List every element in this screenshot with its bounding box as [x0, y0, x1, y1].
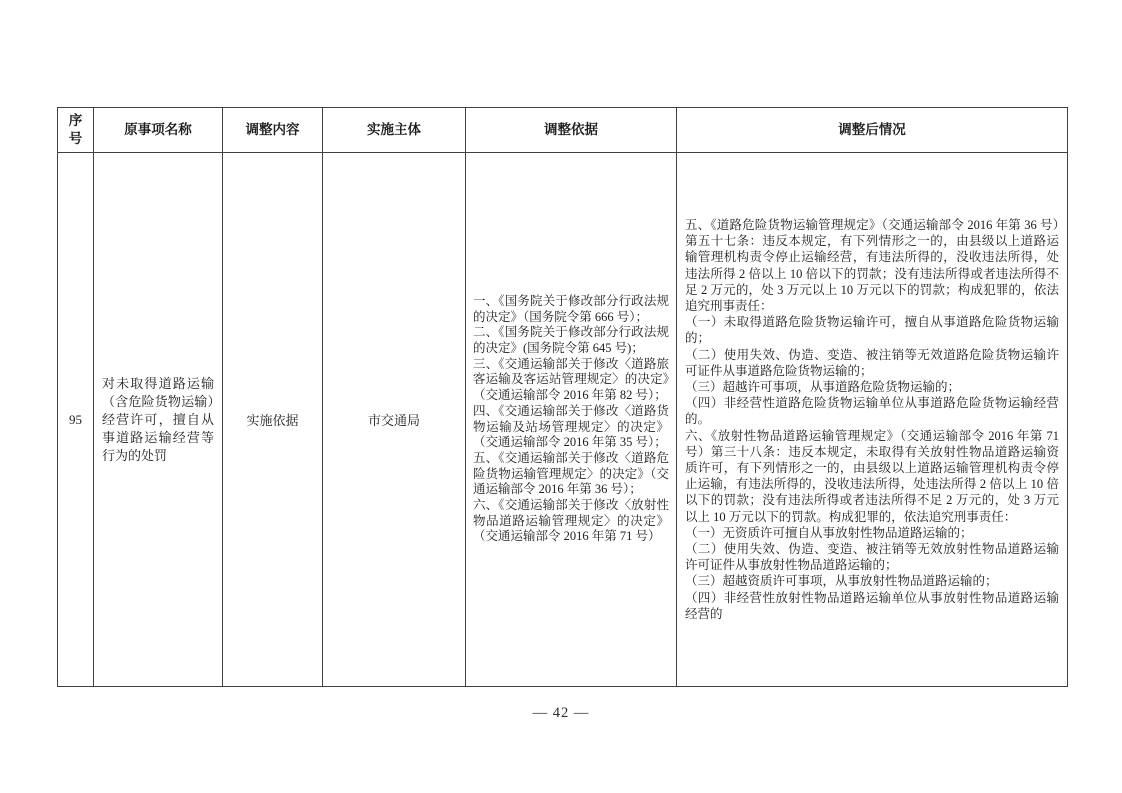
implementer-cell: 市交通局 [323, 153, 466, 687]
paragraph: 三、《交通运输部关于修改〈道路旅客运输及客运站管理规定〉的决定》（交通运输部令 2016 年第 82 号）； [473, 356, 669, 403]
paragraph: （四）非经营性放射性物品道路运输单位从事放射性物品道路运输经营的 [685, 590, 1059, 621]
paragraph: （一）无资质许可擅自从事放射性物品道路运输的； [685, 525, 973, 540]
header-cell-implementer: 实施主体 [323, 108, 466, 153]
paragraph: 五、《交通运输部关于修改〈道路危险货物运输管理规定〉的决定》（交通运输部令 2016 年第 36 号）； [473, 450, 669, 497]
paragraph: 六、《放射性物品道路运输管理规定》（交通运输部令 2016 年第 71 号）第三十八条：违反本规定，未取得有关放射性物品道路运输资质许可，有下列情形之一的，由县级以上道路运输管理机构责令停止运输，有违法所得的，没收违法所得，处违法所得 2 倍以上 10 倍以下的罚款；没有违法所得或者违法所得不足 2 万元的，处 3 万元以上 10 万元以下的罚款。构成犯罪的，依法追究刑事责任： [685, 428, 1059, 524]
paragraph: （三）超越许可事项，从事道路危险货物运输的； [685, 379, 961, 394]
page-number: — 42 — [532, 705, 590, 721]
header-cell-adjust-content: 调整内容 [223, 108, 323, 153]
original-item-name-cell: 对未取得道路运输（含危险货物运输）经营许可，擅自从事道路运输经营等行为的处罚 [94, 153, 223, 687]
header-cell-index: 序号 [58, 108, 94, 153]
adjust-content-cell: 实施依据 [223, 153, 323, 687]
paragraph: （三）超越资质许可事项，从事放射性物品道路运输的； [685, 574, 998, 589]
adjust-basis-cell [466, 153, 677, 687]
paragraph: 二、《国务院关于修改部分行政法规的决定》(国务院令第 645 号)； [473, 325, 669, 355]
after-adjustment-cell [677, 153, 1068, 687]
header-cell-after-adjustment: 调整后情况 [677, 108, 1068, 153]
row-index-cell: 95 [58, 153, 94, 687]
table-row [58, 153, 1068, 687]
header-cell-adjust-basis: 调整依据 [466, 108, 677, 153]
paragraph: （一）未取得道路危险货物运输许可，擅自从事道路危险货物运输的； [685, 315, 1059, 346]
paragraph: 一、《国务院关于修改部分行政法规的决定》（国务院令第 666 号）； [473, 293, 669, 324]
paragraph: （二）使用失效、伪造、变造、被注销等无效道路危险货物运输许可证件从事道路危险货物运输的； [685, 347, 1059, 378]
paragraph: 六、《交通运输部关于修改〈放射性物品道路运输管理规定〉的决定》（交通运输部令 2016 年第 71 号） [473, 498, 669, 544]
adjustment-items-table [57, 107, 1068, 687]
header-cell-original-item-name: 原事项名称 [94, 108, 223, 153]
paragraph: （四）非经营性道路危险货物运输单位从事道路危险货物运输经营的。 [685, 396, 1059, 427]
paragraph: 四、《交通运输部关于修改〈道路货物运输及站场管理规定〉的决定》（交通运输部令 2016 年第 35 号）； [473, 403, 669, 450]
paragraph: 五、《道路危险货物运输管理规定》（交通运输部令 2016 年第 36 号）第五十七条：违反本规定，有下列情形之一的，由县级以上道路运输管理机构责令停止运输经营，有违法所得的，没收违法所得，处违法所得 2 倍以上 10 倍以下的罚款；没有违法所得或者违法所得不足 2 万元的，处 3 万元以上 10 万元以下的罚款；构成犯罪的，依法追究刑事责任： [685, 217, 1059, 313]
header-row [58, 108, 1068, 153]
paragraph: （二）使用失效、伪造、变造、被注销等无效放射性物品道路运输许可证件从事放射性物品道路运输的； [685, 542, 1059, 573]
